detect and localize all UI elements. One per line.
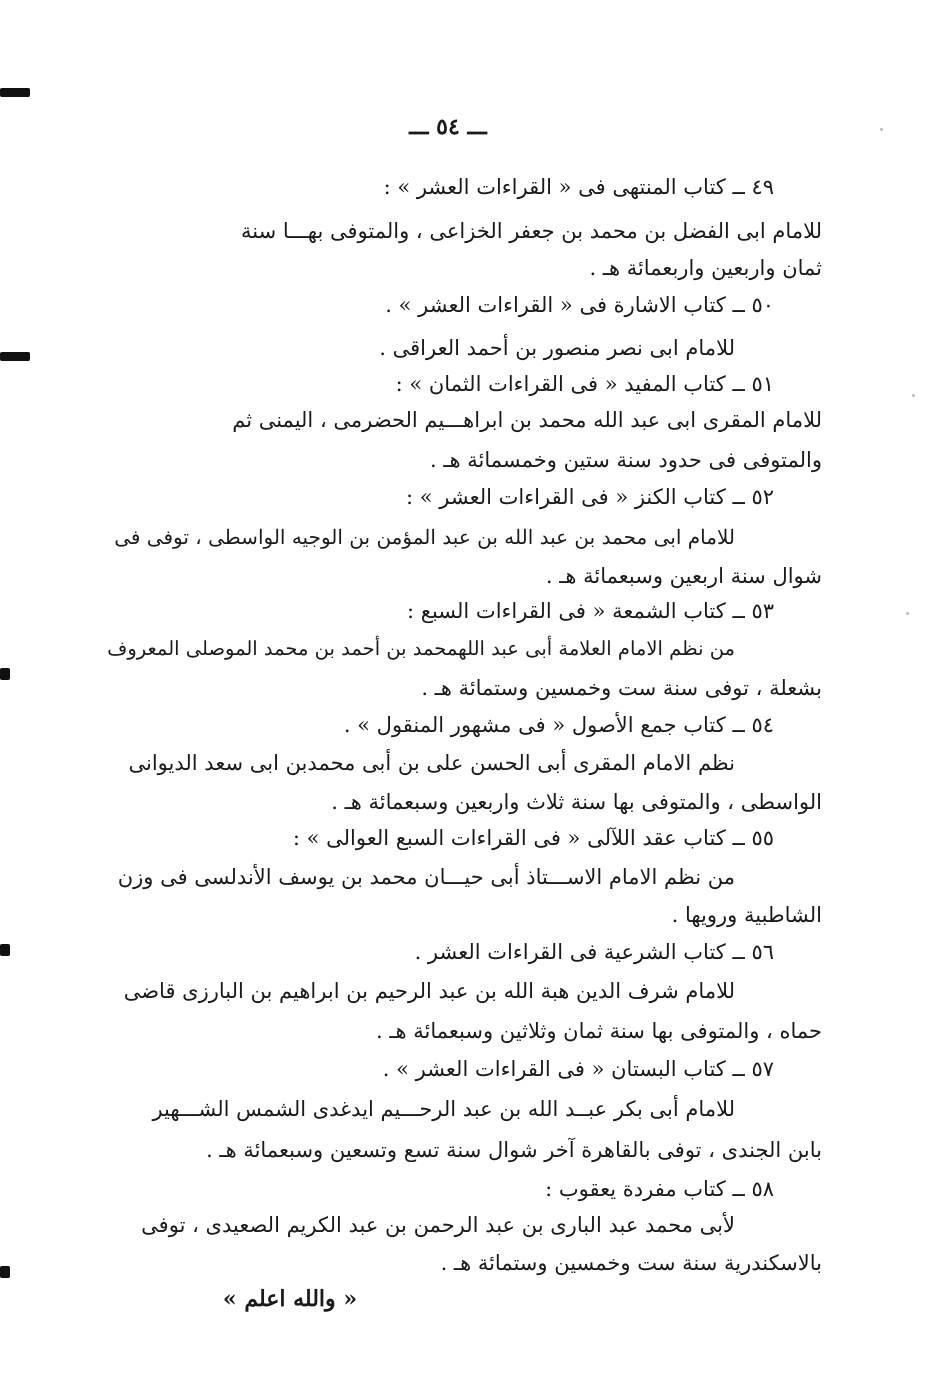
entry-body-line: من نظم الامام الاســـتاذ أبى حيـــان محمد بن يوسف الأندلسى فى وزن: [117, 865, 735, 889]
entry-heading: ٥٣ ــ كتاب الشمعة « فى القراءات السبع :: [407, 599, 774, 623]
scan-edge-mark: [0, 88, 30, 97]
entry-body-line: بابن الجندى ، توفى بالقاهرة آخر شوال سنة تسع وتسعين وسبعمائة هـ .: [206, 1138, 822, 1162]
scan-edge-mark: [0, 1266, 10, 1278]
entry-heading: ٥٧ ــ كتاب البستان « فى القراءات العشر » .: [382, 1057, 774, 1081]
entry-body-line: بشعلة ، توفى سنة ست وخمسين وستمائة هـ .: [421, 676, 822, 700]
entry-body-line: بالاسكندرية سنة ست وخمسين وستمائة هـ .: [440, 1251, 822, 1275]
entry-body-line: للامام شرف الدين هبة الله بن عبد الرحيم بن ابراهيم بن البارزى قاضى: [123, 979, 735, 1003]
entry-heading: ٥٦ ــ كتاب الشرعية فى القراءات العشر .: [414, 940, 774, 964]
page-number: ـــ ٥٤ ـــ: [409, 114, 487, 140]
scan-speck: [880, 128, 883, 131]
entry-heading: ٥٨ ــ كتاب مفردة يعقوب :: [545, 1177, 774, 1201]
scan-speck: [912, 394, 915, 397]
entry-body-line: للامام المقرى ابى عبد الله محمد بن ابراهـــيم الحضرمى ، اليمنى ثم: [232, 408, 822, 432]
entry-body-line: شوال سنة اربعين وسبعمائة هـ .: [545, 564, 822, 588]
entry-body-line: نظم الامام المقرى أبى الحسن على بن أبى محمدبن ابى سعد الديوانى: [128, 751, 735, 775]
closing-phrase: « والله اعلم »: [222, 1286, 358, 1312]
entry-body-line: ثمان واربعين واربعمائة هـ .: [589, 256, 822, 280]
entry-body-line: للامام ابى الفضل بن محمد بن جعفر الخزاعى ، والمتوفى بهـــا سنة: [241, 219, 822, 243]
scan-edge-mark: [0, 352, 30, 361]
scan-speck: [906, 612, 909, 615]
scan-edge-mark: [0, 944, 10, 956]
entry-body-line: للامام أبى بكر عبــد الله بن عبد الرحـــيم ايدغدى الشمس الشـــهير: [152, 1097, 735, 1121]
entry-body-line: للامام ابى نصر منصور بن أحمد العراقى .: [379, 336, 735, 360]
entry-heading: ٥٥ ــ كتاب عقد اللآلى « فى القراءات السبع العوالى » :: [292, 826, 774, 850]
entry-body-line: للامام ابى محمد بن عبد الله بن عبد المؤمن بن الوجيه الواسطى ، توفى فى: [114, 525, 735, 549]
entry-heading: ٥٤ ــ كتاب جمع الأصول « فى مشهور المنقول » .: [343, 713, 774, 737]
entry-body-line: حماه ، والمتوفى بها سنة ثمان وثلاثين وسبعمائة هـ .: [376, 1019, 822, 1043]
entry-heading: ٥٠ ــ كتاب الاشارة فى « القراءات العشر » .: [385, 293, 774, 317]
entry-heading: ٥١ ــ كتاب المفيد « فى القراءات الثمان » :: [395, 372, 774, 396]
entry-body-line: الواسطى ، والمتوفى بها سنة ثلاث واربعين وسبعمائة هـ .: [331, 790, 822, 814]
entry-body-line: والمتوفى فى حدود سنة ستين وخمسمائة هـ .: [430, 448, 822, 472]
entry-body-line: الشاطبية ورويها .: [671, 903, 822, 927]
entry-heading: ٥٢ ــ كتاب الكنز « فى القراءات العشر » :: [406, 485, 774, 509]
scan-edge-mark: [0, 668, 10, 680]
entry-heading: ٤٩ ــ كتاب المنتهى فى « القراءات العشر » :: [383, 175, 774, 199]
entry-body-line: لأبى محمد عبد البارى بن عبد الرحمن بن عبد الكريم الصعيدى ، توفى: [141, 1213, 735, 1237]
entry-body-line: من نظم الامام العلامة أبى عبد اللهمحمد بن أحمد بن محمد الموصلى المعروف: [107, 637, 735, 660]
